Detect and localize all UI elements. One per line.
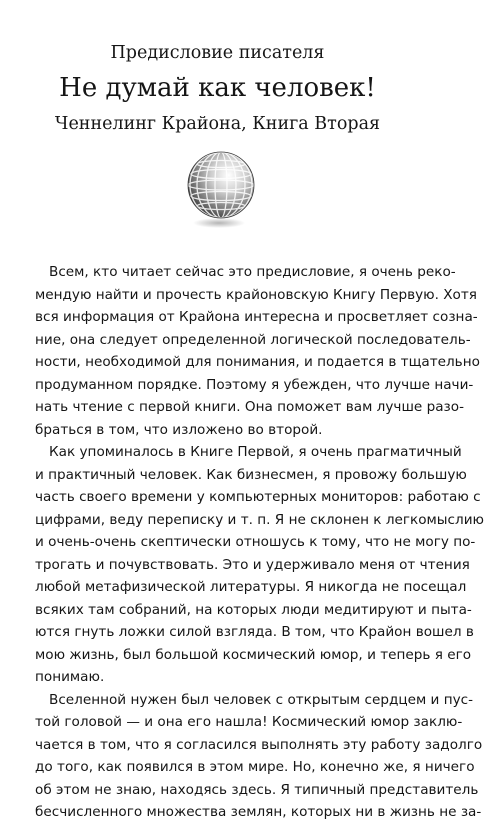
globe-icon [173,150,269,230]
text-line: до того, как появился в этом мире. Но, конечно же, я ничего [35,759,475,775]
text-line: ности, необходимой для понимания, и подается в тщательно [35,354,480,370]
text-line: цифрами, веду переписку и т. п. Я не склонен к легкомыслию [35,511,484,528]
text-line: мою жизнь, был большой космический юмор, и теперь я его [35,646,472,663]
text-line: Вселенной нужен был человек с открытым сердцем и пус- [49,691,474,708]
text-line: и очень-очень скептически отношусь к тому, что не могу по- [35,534,476,550]
text-line: и практичный человек. Как бизнесмен, я провожу большую [35,466,467,483]
text-line: продуманном порядке. Поэтому я убежден, что лучше начи- [35,376,474,393]
text-line: всяких там собраний, на которых люди медитируют и пыта- [35,601,472,618]
text-line: любой метафизической литературы. Я никогда не посещал [35,579,467,595]
page-title: Не думай как человек! [59,73,376,103]
text-line: нать чтение с первой книги. Она поможет вам лучше разо- [35,399,464,415]
page-header [0,40,435,138]
text-line: бесчисленного множества землян, которых ни в жизнь не за- [35,804,482,820]
text-line: браться в том, что изложено во второй. [35,421,323,438]
text-line: мендую найти и прочесть крайоновскую Книгу Первую. Хотя [35,286,477,303]
preface-subtitle: Предисловие писателя [110,43,325,63]
text-line: чается в том, что я согласился выполнять эту работу задолго [35,736,483,753]
text-line: ются гнуть ложки силой взгляда. В том, что Крайон вошел в [35,624,474,640]
text-line: часть своего времени у компьютерных мониторов: работаю с [35,489,481,505]
text-line: ние, она следует определенной логической последователь- [35,331,471,348]
text-line: той головой — и она его нашла! Космический юмор заклю- [35,714,463,730]
text-line: об этом не знаю, находясь здесь. Я типичный представитель [35,781,479,798]
text-line: вся информация от Крайона интересна и просветляет созна- [35,309,478,325]
book-subtitle: Ченнелинг Крайона, Книга Вторая [54,114,381,134]
text-line: трогать и почувствовать. Это и удерживало меня от чтения [35,556,470,573]
text-line: Как упоминалось в Книге Первой, я очень прагматичный [49,444,462,460]
text-line: Всем, кто читает сейчас это предисловие, я очень реко- [49,264,456,280]
body-text [35,261,484,824]
text-line: понимаю. [35,669,105,685]
